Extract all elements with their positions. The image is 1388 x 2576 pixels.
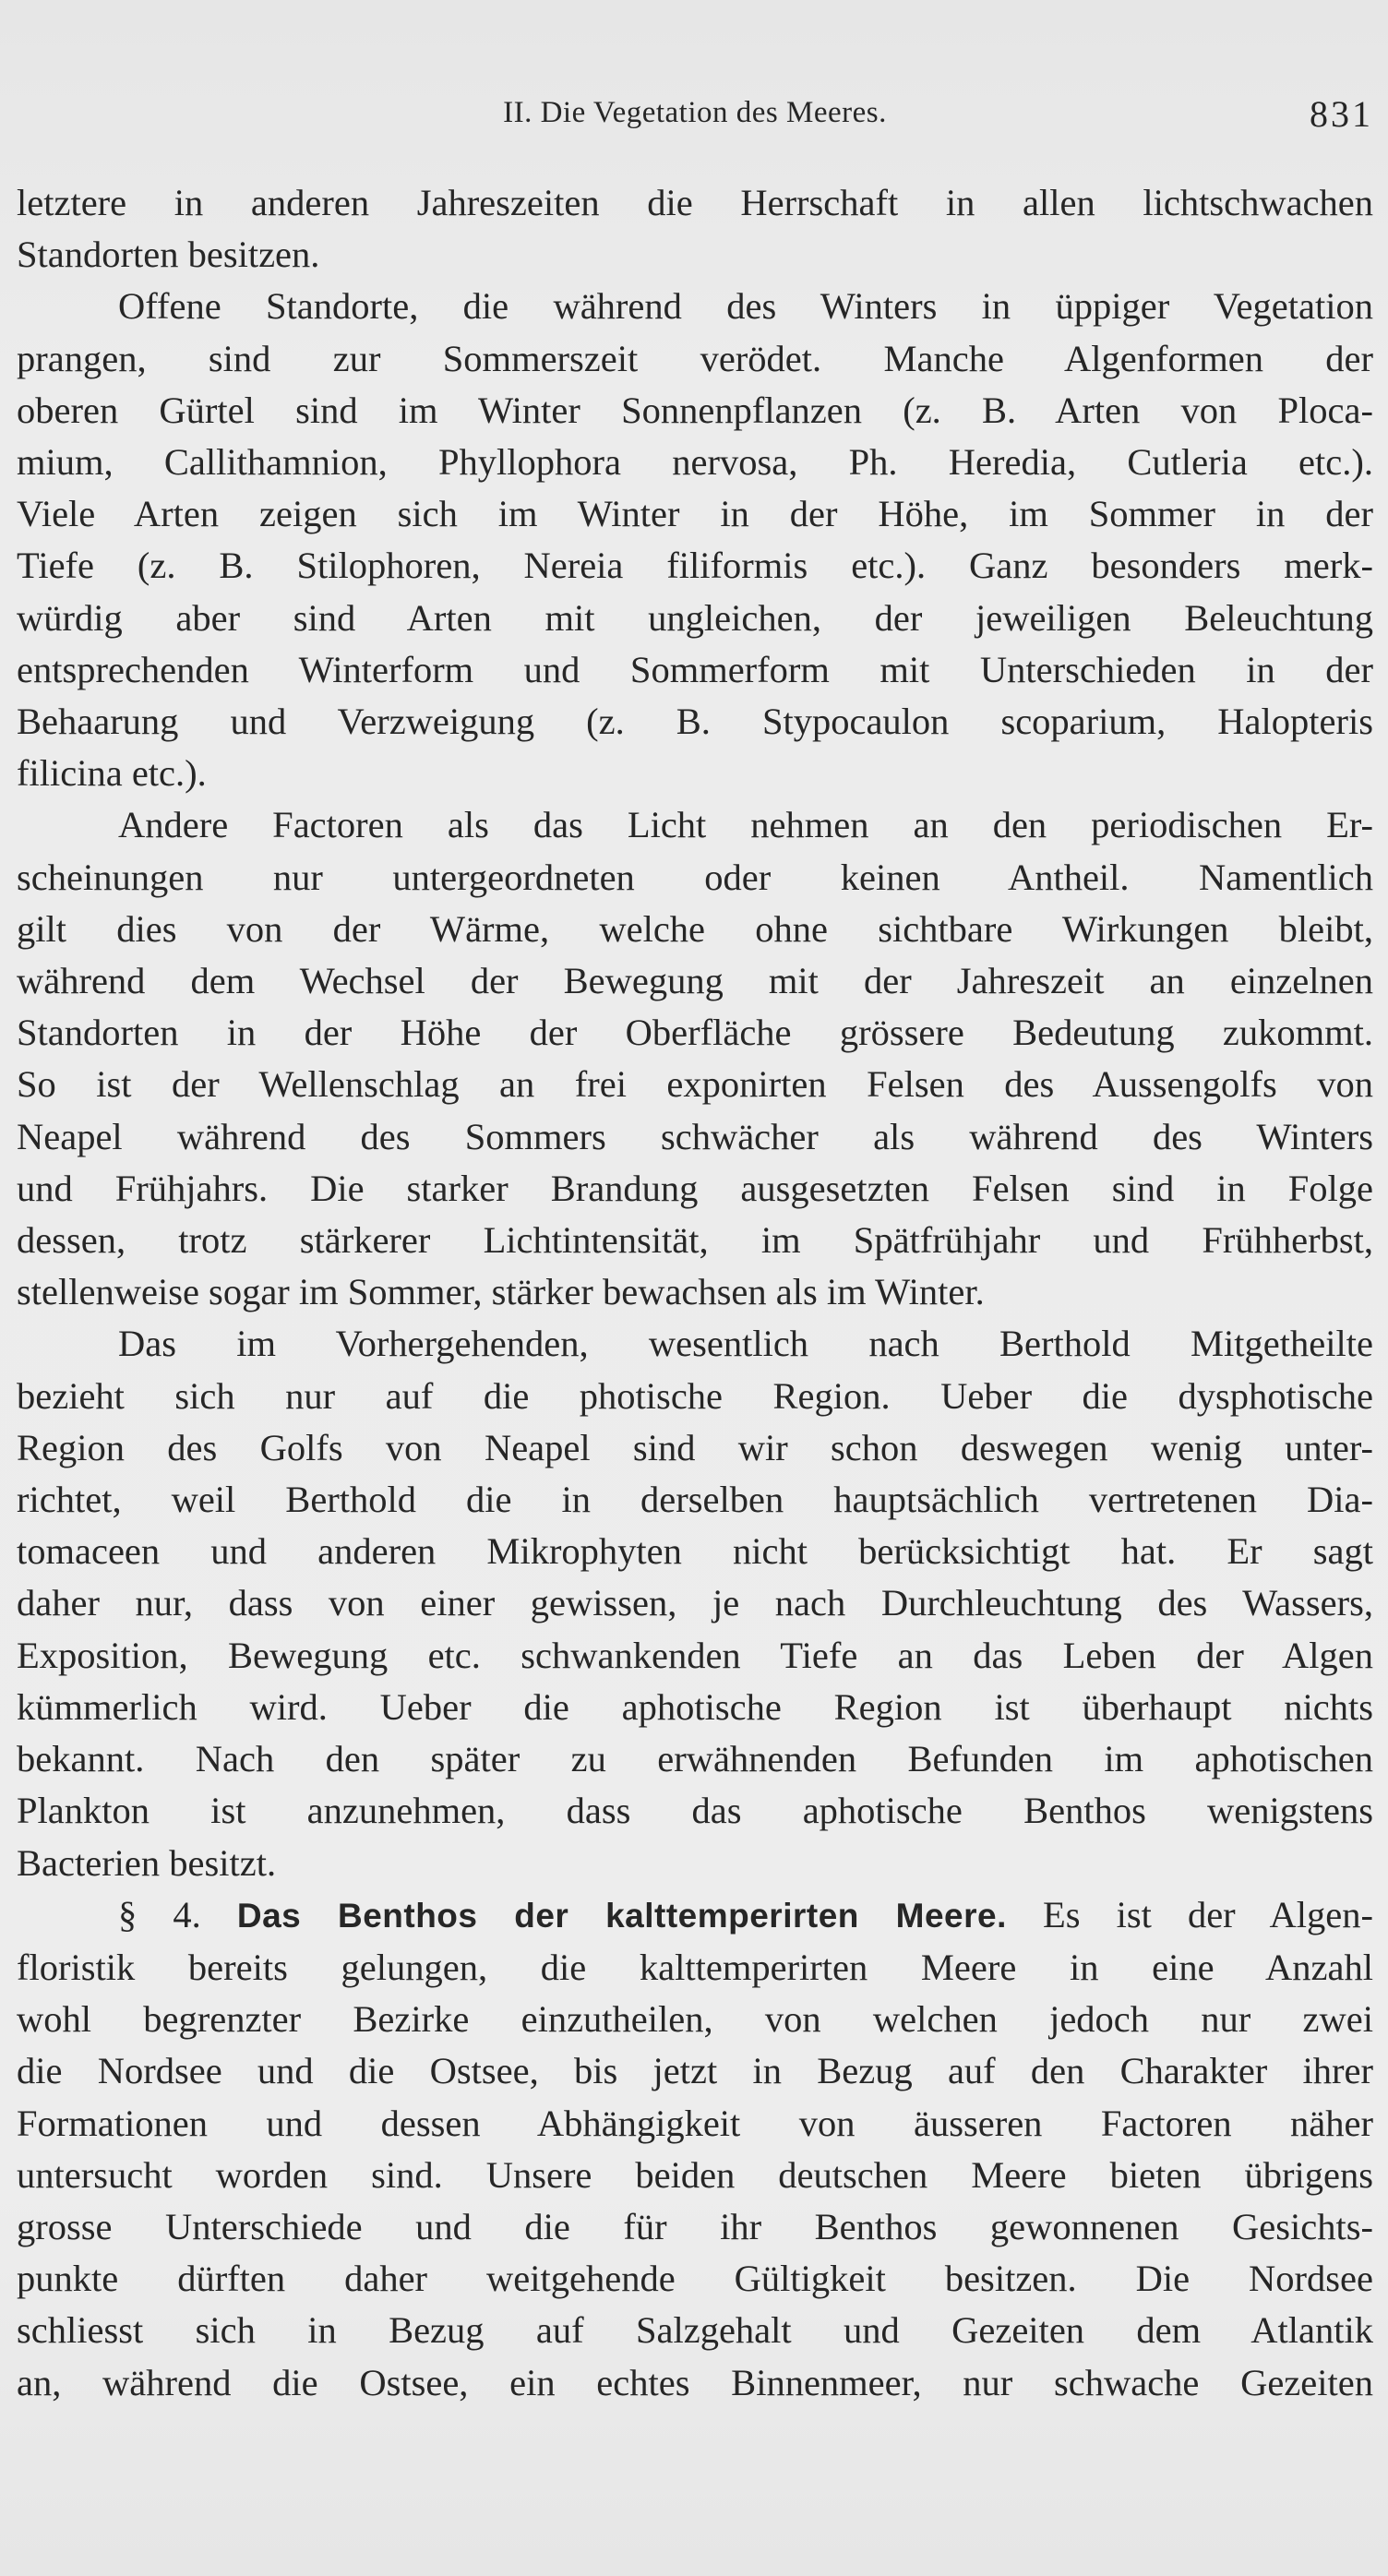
text-line: mium, Callithamnion, Phyllophora nervosa, Ph. Heredia, Cutleria etc.). <box>17 441 1373 484</box>
text-line: Exposition, Bewegung etc. schwankenden Tiefe an das Leben der Algen <box>17 1634 1373 1676</box>
page-header <box>17 92 1373 148</box>
text-line: punkte dürften daher weitgehende Gültigkeit besitzen. Die Nordsee <box>17 2258 1373 2300</box>
text-line: Andere Factoren als das Licht nehmen an den periodischen Er- <box>118 804 1373 846</box>
text-line: entsprechenden Winterform und Sommerform mit Unterschieden in der <box>17 648 1373 690</box>
text-line: Region des Golfs von Neapel sind wir schon deswegen wenig unter- <box>17 1426 1373 1468</box>
text-line: tomaceen und anderen Mikrophyten nicht berücksichtigt hat. Er sagt <box>17 1530 1373 1573</box>
section-line-rest: Es ist der Algen- <box>1042 1893 1373 1935</box>
running-head: II. Die Vegetation des Meeres. <box>503 96 887 129</box>
text-line: oberen Gürtel sind im Winter Sonnenpflanzen (z. B. Arten von Ploca- <box>17 389 1373 431</box>
text-line: und Frühjahrs. Die starker Brandung ausgesetzten Felsen sind in Folge <box>17 1167 1373 1209</box>
text-line: grosse Unterschiede und die für ihr Benthos gewonnenen Gesichts- <box>17 2205 1373 2247</box>
text-line: scheinungen nur untergeordneten oder keinen Antheil. Namentlich <box>17 856 1373 898</box>
text-line: prangen, sind zur Sommerszeit verödet. Manche Algenformen der <box>17 337 1373 379</box>
section-number: § 4. <box>118 1893 201 1935</box>
section-first-line <box>17 1889 1373 1942</box>
text-line: Behaarung und Verzweigung (z. B. Stypocaulon scoparium, Halopteris <box>17 701 1373 743</box>
text-line: letztere in anderen Jahreszeiten die Herrschaft in allen lichtschwachen <box>17 182 1373 223</box>
text-line: während dem Wechsel der Bewegung mit der Jahreszeit an einzelnen <box>17 960 1373 1002</box>
text-line: floristik bereits gelungen, die kalttemperirten Meere in eine Anzahl <box>17 1946 1373 1988</box>
text-line: filicina etc.). <box>17 752 207 795</box>
text-line: Standorten besitzen. <box>17 234 320 276</box>
text-line: an, während die Ostsee, ein echtes Binnenmeer, nur schwache Gezeiten <box>17 2361 1373 2403</box>
page-number: 831 <box>1310 93 1373 135</box>
text-line: richtet, weil Berthold die in derselben hauptsächlich vertretenen Dia- <box>17 1479 1373 1521</box>
text-line: Standorten in der Höhe der Oberfläche grössere Bedeutung zukommt. <box>17 1012 1373 1054</box>
section-heading: Das Benthos der kalttemperirten Meere. <box>236 1896 1007 1935</box>
text-line: bezieht sich nur auf die photische Region. Ueber die dysphotische <box>17 1374 1373 1417</box>
text-line: Formationen und dessen Abhängigkeit von äusseren Factoren näher <box>17 2102 1373 2144</box>
body-text <box>17 177 1373 2409</box>
text-line: Bacterien besitzt. <box>17 1841 277 1884</box>
text-line: stellenweise sogar im Sommer, stärker bewachsen als im Winter. <box>17 1271 985 1313</box>
text-line: gilt dies von der Wärme, welche ohne sichtbare Wirkungen bleibt, <box>17 907 1373 950</box>
text-line: kümmerlich wird. Ueber die aphotische Region ist überhaupt nichts <box>17 1685 1373 1728</box>
text-line: würdig aber sind Arten mit ungleichen, der jeweiligen Beleuchtung <box>17 596 1373 639</box>
text-line: Das im Vorhergehenden, wesentlich nach Berthold Mitgetheilte <box>118 1323 1373 1365</box>
text-line: Tiefe (z. B. Stilophoren, Nereia filiformis etc.). Ganz besonders merk- <box>17 545 1373 587</box>
text-line: Offene Standorte, die während des Winters in üppiger Vegetation <box>118 285 1373 328</box>
text-line: untersucht worden sind. Unsere beiden deutschen Meere bieten übrigens <box>17 2153 1373 2196</box>
text-line: die Nordsee und die Ostsee, bis jetzt in Bezug auf den Charakter ihrer <box>17 2050 1373 2092</box>
text-line: dessen, trotz stärkerer Lichtintensität, im Spätfrühjahr und Frühherbst, <box>17 1219 1373 1262</box>
text-line: Plankton ist anzunehmen, dass das aphotische Benthos wenigstens <box>17 1790 1373 1832</box>
text-line: Neapel während des Sommers schwächer als während des Winters <box>17 1115 1373 1157</box>
text-line: So ist der Wellenschlag an frei exponirten Felsen des Aussengolfs von <box>17 1063 1373 1106</box>
text-line: daher nur, dass von einer gewissen, je nach Durchleuchtung des Wassers, <box>17 1582 1373 1624</box>
text-line: Viele Arten zeigen sich im Winter in der Höhe, im Sommer in der <box>17 493 1373 535</box>
text-line: wohl begrenzter Bezirke einzutheilen, von welchen jedoch nur zwei <box>17 1998 1373 2041</box>
text-line: bekannt. Nach den später zu erwähnenden Befunden im aphotischen <box>17 1738 1373 1780</box>
text-line: schliesst sich in Bezug auf Salzgehalt und Gezeiten dem Atlantik <box>17 2309 1373 2352</box>
